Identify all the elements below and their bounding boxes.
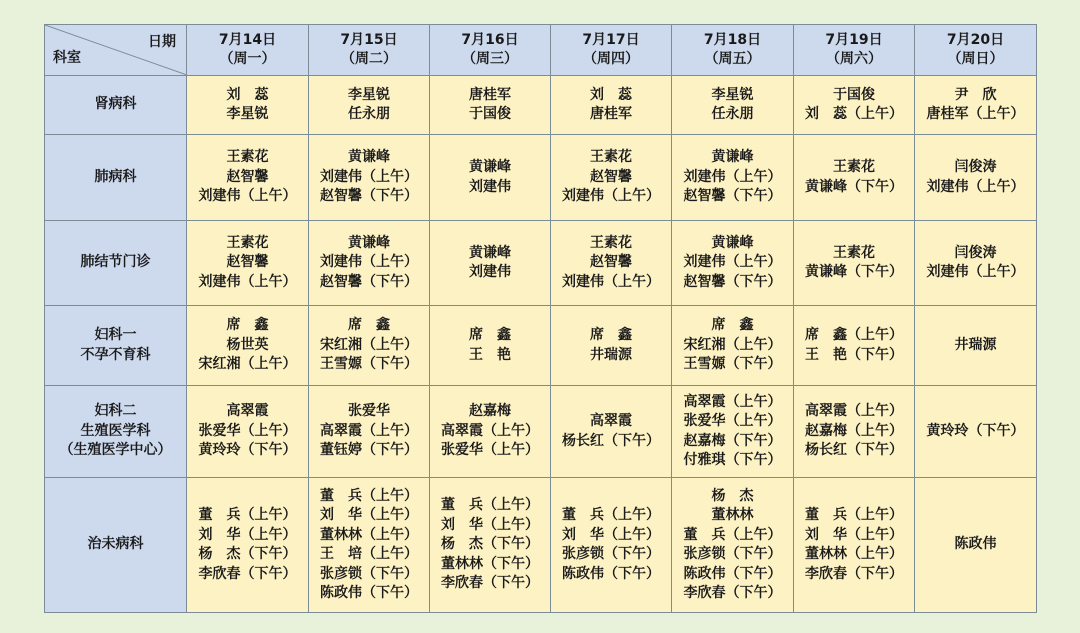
weekday-label: （周六） [826, 51, 882, 67]
doctor-list [199, 506, 297, 584]
doctor-entry: 杨世英 [226, 336, 269, 353]
doctor-entry: 王素花 [226, 234, 269, 251]
schedule-cell [672, 135, 794, 221]
doctor-entry: 赵智馨（下午） [320, 188, 418, 205]
doctor-list [562, 148, 660, 207]
doctor-entry: 高翠霞 [226, 403, 269, 420]
date-header-5 [794, 25, 915, 76]
schedule-cell [551, 478, 672, 613]
doctor-list [469, 86, 511, 125]
doctor-entry: 董林林 [711, 507, 754, 523]
doctor-list [927, 244, 1025, 283]
schedule-row [45, 135, 1037, 221]
doctor-entry: 王雪嫄（下午） [683, 356, 782, 373]
doctor-list [805, 402, 903, 461]
doctor-entry: 高翠霞（上午） [683, 393, 782, 410]
doctor-list [684, 487, 782, 604]
doctor-entry: 李星锐 [226, 106, 269, 122]
dept-name [45, 135, 187, 221]
doctor-entry: 赵嘉梅 [469, 403, 511, 420]
doctor-entry: 张彦锁（下午） [683, 546, 782, 562]
dept-name-line: 妇科一 [94, 327, 137, 343]
doctor-entry: 刘建伟（上午） [683, 168, 782, 185]
doctor-entry: 任永朋 [711, 106, 754, 122]
schedule-cell [794, 221, 915, 306]
doctor-entry: 黄谦峰 [469, 244, 511, 261]
date-label: 7月19日 [825, 31, 883, 48]
doctor-entry: 李欣春（下午） [441, 575, 539, 592]
doctor-entry: 赵嘉梅（上午） [805, 422, 903, 439]
doctor-entry: 杨长红（下午） [805, 442, 903, 459]
date-header-6 [915, 25, 1037, 76]
weekday-label: （周日） [947, 51, 1004, 67]
doctor-entry: 董 兵（上午） [683, 526, 782, 543]
doctor-entry: 赵智馨（下午） [320, 273, 418, 290]
doctor-list [320, 316, 418, 375]
doctor-entry: 高翠霞 [590, 413, 632, 429]
doctor-entry: 董林林（下午） [441, 555, 539, 572]
schedule-cell [672, 478, 794, 613]
schedule-cell [551, 221, 672, 306]
doctor-entry: 刘建伟（上午） [198, 188, 297, 205]
doctor-entry: 张彦锁（下午） [320, 565, 418, 582]
doctor-entry: 李欣春（下午） [683, 585, 782, 601]
schedule-table [44, 24, 1037, 613]
schedule-row [45, 76, 1037, 135]
doctor-entry: 黄谦峰（下午） [805, 178, 903, 195]
schedule-cell [672, 306, 794, 386]
doctor-entry: 黄玲玲（下午） [926, 422, 1025, 439]
date-header-2 [430, 25, 551, 76]
doctor-entry: 赵智馨 [590, 168, 632, 185]
doctor-list [469, 244, 511, 283]
doctor-entry: 董林林（上午） [805, 546, 903, 562]
schedule-cell [187, 306, 309, 386]
doctor-entry: 赵智馨 [590, 254, 632, 271]
doctor-entry: 宋红湘（上午） [320, 336, 418, 353]
corner-dept-label: 科室 [53, 49, 81, 66]
schedule-cell [794, 386, 915, 478]
schedule-cell [551, 76, 672, 135]
schedule-cell [430, 221, 551, 306]
doctor-entry: 李欣春（下午） [198, 565, 297, 582]
dept-name-line: 肺病科 [94, 168, 137, 185]
doctor-entry: 唐桂军 [590, 106, 632, 122]
doctor-entry: 刘建伟（上午） [562, 273, 660, 290]
doctor-entry: 井瑞源 [590, 346, 632, 363]
weekday-label: （周二） [341, 51, 397, 67]
date-header-1 [309, 25, 430, 76]
doctor-entry: 陈政伟（下午） [683, 565, 782, 582]
schedule-row [45, 386, 1037, 478]
schedule-cell [309, 386, 430, 478]
doctor-entry: 杨 杰（下午） [441, 536, 539, 553]
doctor-list [441, 496, 539, 594]
doctor-entry: 王素花 [833, 159, 875, 175]
doctor-list [805, 86, 903, 125]
doctor-entry: 刘 蕊 [226, 86, 269, 103]
dept-name-line: 妇科二 [94, 403, 137, 420]
schedule-cell [551, 306, 672, 386]
doctor-list [805, 244, 903, 283]
doctor-list [320, 487, 418, 604]
doctor-entry: 王 培（上午） [320, 546, 418, 562]
schedule-cell [794, 135, 915, 221]
doctor-entry: 赵嘉梅（下午） [683, 432, 782, 449]
doctor-entry: 于国俊 [469, 106, 511, 122]
schedule-row [45, 478, 1037, 613]
weekday-label: （周五） [704, 51, 761, 67]
doctor-entry: 高翠霞（上午） [805, 403, 903, 420]
date-label: 7月15日 [340, 31, 398, 48]
doctor-entry: 闫俊涛 [954, 244, 997, 261]
doctor-list [441, 402, 539, 461]
doctor-entry: 刘建伟 [469, 178, 511, 195]
schedule-cell [915, 386, 1037, 478]
doctor-entry: 尹 欣 [954, 86, 997, 103]
doctor-entry: 席 鑫 [348, 317, 390, 334]
schedule-cell [915, 135, 1037, 221]
schedule-cell [915, 221, 1037, 306]
doctor-entry: 董 兵（上午） [805, 507, 903, 523]
doctor-entry: 张爱华（上午） [198, 422, 297, 439]
schedule-cell [794, 306, 915, 386]
dept-name-line: 肺结节门诊 [80, 254, 151, 271]
doctor-list [590, 326, 632, 365]
doctor-entry: 井瑞源 [954, 336, 997, 353]
weekday-label: （周三） [462, 51, 518, 67]
date-header-4 [672, 25, 794, 76]
doctor-entry: 唐桂军 [469, 86, 511, 103]
date-label: 7月18日 [703, 31, 762, 48]
doctor-entry: 刘建伟（上午） [683, 254, 782, 271]
doctor-entry: 董 兵（上午） [441, 497, 539, 514]
doctor-entry: 董 兵（上午） [320, 487, 418, 504]
doctor-entry: 李星锐 [348, 86, 390, 103]
dept-name-line: （生殖医学中心） [59, 442, 172, 459]
doctor-list [805, 326, 903, 365]
schedule-cell [187, 478, 309, 613]
doctor-list [927, 422, 1025, 442]
doctor-entry: 黄谦峰（下午） [805, 264, 903, 280]
weekday-label: （周一） [219, 51, 276, 67]
doctor-list [805, 158, 903, 197]
schedule-row [45, 221, 1037, 306]
dept-name [45, 221, 187, 306]
doctor-entry: 闫俊涛 [954, 159, 997, 175]
schedule-cell [430, 135, 551, 221]
doctor-list [199, 316, 297, 375]
doctor-entry: 董 兵（上午） [198, 507, 297, 523]
doctor-entry: 董钰婷（下午） [320, 442, 418, 459]
dept-name-line: 不孕不育科 [80, 346, 151, 363]
doctor-entry: 高翠霞（上午） [441, 422, 539, 439]
doctor-entry: 董 兵（上午） [562, 507, 660, 523]
schedule-cell [551, 135, 672, 221]
schedule-cell [187, 386, 309, 478]
doctor-entry: 宋红湘（上午） [198, 356, 297, 373]
date-label: 7月20日 [946, 31, 1005, 48]
schedule-cell [309, 76, 430, 135]
doctor-list [562, 412, 660, 451]
doctor-entry: 王雪嫄（下午） [320, 356, 418, 373]
doctor-entry: 王素花 [590, 234, 632, 251]
doctor-entry: 张彦锁（下午） [562, 546, 660, 562]
doctor-entry: 李欣春（下午） [805, 565, 903, 582]
schedule-row [45, 306, 1037, 386]
date-label: 7月14日 [218, 31, 277, 48]
doctor-entry: 唐桂军（上午） [926, 106, 1025, 122]
doctor-entry: 黄谦峰 [348, 234, 390, 251]
doctor-entry: 刘建伟（上午） [320, 254, 418, 271]
doctor-list [562, 506, 660, 584]
schedule-cell [794, 76, 915, 135]
schedule-cell [551, 386, 672, 478]
date-header-0 [187, 25, 309, 76]
doctor-entry: 高翠霞（上午） [320, 422, 418, 439]
doctor-list [955, 535, 997, 555]
schedule-cell [309, 221, 430, 306]
corner-header [45, 25, 187, 76]
doctor-entry: 杨 杰 [711, 487, 754, 504]
doctor-entry: 赵智馨（下午） [683, 188, 782, 205]
dept-name-line: 肾病科 [94, 96, 137, 113]
doctor-entry: 李星锐 [711, 86, 754, 103]
date-header-3 [551, 25, 672, 76]
schedule-cell [187, 221, 309, 306]
header-row [45, 25, 1037, 76]
doctor-entry: 席 鑫 [711, 317, 754, 334]
dept-name-line: 治未病科 [87, 536, 144, 553]
doctor-entry: 王素花 [590, 149, 632, 166]
doctor-list [684, 148, 782, 207]
doctor-entry: 陈政伟 [954, 536, 997, 553]
doctor-list [320, 402, 418, 461]
doctor-entry: 刘 华（上午） [320, 507, 418, 523]
doctor-entry: 赵智馨（下午） [683, 273, 782, 290]
dept-name [45, 386, 187, 478]
doctor-entry: 刘 华（上午） [441, 516, 539, 533]
doctor-entry: 张爱华（上午） [441, 442, 539, 459]
schedule-cell [915, 478, 1037, 613]
schedule-cell [672, 76, 794, 135]
doctor-entry: 赵智馨 [226, 168, 269, 185]
date-label: 7月16日 [461, 31, 519, 48]
doctor-entry: 陈政伟（下午） [320, 585, 418, 601]
dept-name [45, 306, 187, 386]
doctor-entry: 刘 华（上午） [562, 526, 660, 543]
doctor-list [955, 336, 997, 356]
doctor-entry: 席 鑫 [226, 317, 269, 334]
doctor-list [348, 86, 390, 125]
doctor-entry: 陈政伟（下午） [562, 565, 660, 582]
doctor-list [469, 158, 511, 197]
schedule-cell [430, 386, 551, 478]
doctor-entry: 张爱华 [348, 403, 390, 420]
schedule-cell [794, 478, 915, 613]
doctor-list [320, 148, 418, 207]
doctor-list [199, 402, 297, 461]
doctor-entry: 刘建伟（上午） [320, 168, 418, 185]
doctor-entry: 刘 蕊 [590, 86, 632, 103]
doctor-list [712, 86, 754, 125]
doctor-list [199, 148, 297, 207]
doctor-list [590, 86, 632, 125]
schedule-cell [187, 135, 309, 221]
doctor-entry: 刘建伟（上午） [198, 273, 297, 290]
doctor-entry: 杨 杰（下午） [198, 546, 297, 562]
schedule-cell [309, 135, 430, 221]
weekday-label: （周四） [583, 51, 639, 67]
schedule-body [45, 76, 1037, 613]
schedule-cell [309, 306, 430, 386]
schedule-cell [430, 76, 551, 135]
schedule-cell [430, 478, 551, 613]
dept-name-line: 生殖医学科 [80, 422, 151, 439]
dept-name [45, 76, 187, 135]
doctor-entry: 黄谦峰 [469, 159, 511, 175]
schedule-cell [915, 306, 1037, 386]
doctor-entry: 黄谦峰 [711, 234, 754, 251]
schedule-cell [915, 76, 1037, 135]
schedule-cell [672, 221, 794, 306]
doctor-entry: 刘建伟（上午） [562, 188, 660, 205]
schedule-cell [309, 478, 430, 613]
doctor-entry: 任永朋 [348, 106, 390, 122]
dept-name [45, 478, 187, 613]
doctor-entry: 王素花 [833, 244, 875, 261]
doctor-entry: 王 艳（下午） [805, 346, 903, 363]
doctor-entry: 席 鑫 [590, 327, 632, 343]
doctor-entry: 刘建伟（上午） [926, 178, 1025, 195]
doctor-list [927, 158, 1025, 197]
doctor-entry: 赵智馨 [226, 254, 269, 271]
doctor-list [927, 86, 1025, 125]
doctor-list [320, 234, 418, 293]
doctor-entry: 刘 华（上午） [198, 526, 297, 543]
doctor-entry: 黄谦峰 [711, 149, 754, 166]
doctor-entry: 席 鑫 [469, 327, 511, 343]
doctor-entry: 黄玲玲（下午） [198, 442, 297, 459]
doctor-entry: 宋红湘（上午） [683, 336, 782, 353]
doctor-entry: 黄谦峰 [348, 149, 390, 166]
doctor-entry: 刘建伟 [469, 264, 511, 280]
doctor-entry: 付雅琪（下午） [683, 452, 782, 468]
doctor-entry: 刘建伟（上午） [926, 264, 1025, 280]
doctor-list [469, 326, 511, 365]
schedule-cell [430, 306, 551, 386]
doctor-list [684, 393, 782, 471]
doctor-entry: 席 鑫（上午） [805, 327, 903, 343]
doctor-entry: 王 艳 [469, 346, 511, 363]
doctor-entry: 董林林（上午） [320, 526, 418, 543]
doctor-list [227, 86, 269, 125]
schedule-cell [187, 76, 309, 135]
doctor-list [562, 234, 660, 293]
doctor-list [684, 316, 782, 375]
doctor-entry: 刘 华（上午） [805, 526, 903, 543]
doctor-list [684, 234, 782, 293]
doctor-list [805, 506, 903, 584]
corner-date-label: 日期 [148, 34, 176, 50]
doctor-entry: 于国俊 [833, 86, 875, 103]
doctor-entry: 刘 蕊（上午） [805, 106, 903, 122]
date-label: 7月17日 [582, 31, 640, 48]
doctor-entry: 张爱华（上午） [683, 413, 782, 429]
doctor-list [199, 234, 297, 293]
schedule-sheet [44, 24, 1037, 613]
doctor-entry: 杨长红（下午） [562, 432, 660, 449]
doctor-entry: 王素花 [226, 149, 269, 166]
schedule-cell [672, 386, 794, 478]
